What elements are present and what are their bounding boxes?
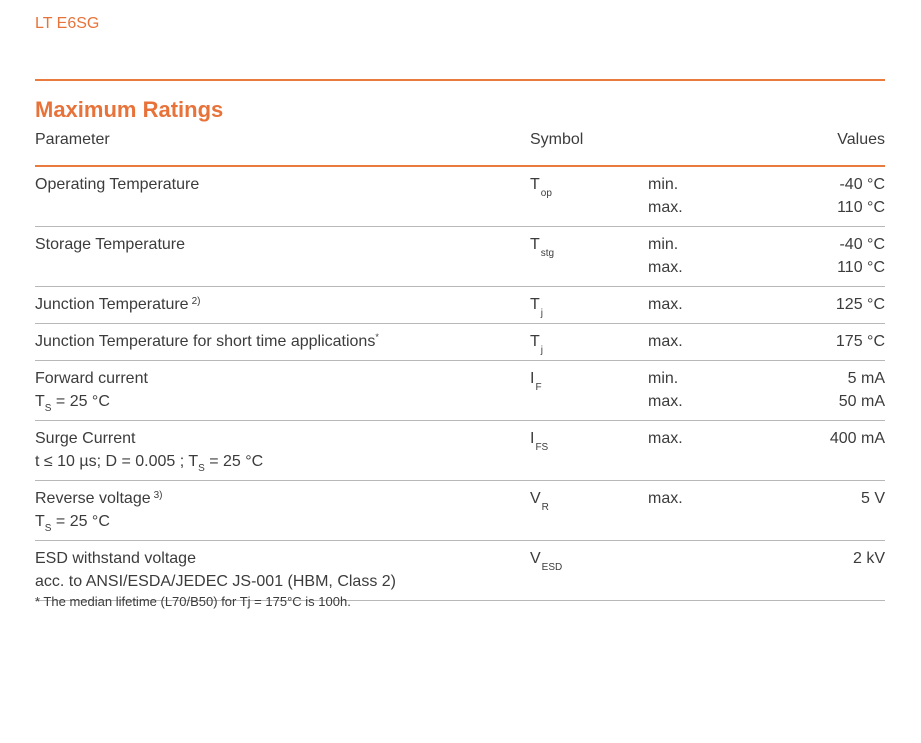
minmax-cell [648, 361, 755, 421]
symbol-cell [530, 481, 648, 541]
condition-symbol-subscript: S [198, 463, 205, 474]
symbol: I [530, 370, 535, 387]
parameter-name: Junction Temperature [35, 296, 189, 313]
condition-symbol: T [35, 393, 45, 410]
symbol-cell [530, 287, 648, 324]
condition-symbol: T [35, 513, 45, 530]
rating-value: 50 mA [838, 393, 885, 410]
parameter-line [35, 173, 530, 196]
parameter-cell [35, 166, 530, 227]
limit-label: max. [648, 333, 683, 350]
limit-label [648, 547, 755, 570]
condition-symbol-subscript: S [44, 403, 52, 414]
minmax-cell [648, 541, 755, 601]
limit-label: max. [648, 430, 683, 447]
symbol-subscript: j [540, 345, 544, 356]
column-header-values: Values [755, 129, 885, 166]
table-row [35, 361, 885, 421]
limit-label: max. [648, 199, 683, 216]
limit-label: max. [648, 490, 683, 507]
limit-label: min. [648, 176, 679, 193]
parameter-line [35, 427, 530, 450]
symbol: V [530, 490, 541, 507]
column-header-minmax [648, 129, 755, 166]
parameter-line [35, 487, 530, 510]
parameter-condition [35, 450, 530, 473]
footnote: * The median lifetime (L70/B50) for Tj = 175°C is 100h. [35, 594, 351, 609]
header-divider [35, 79, 885, 81]
rating-value: 400 mA [829, 430, 885, 447]
parameter-condition [35, 390, 530, 413]
parameter-cell [35, 421, 530, 481]
minmax-cell [648, 324, 755, 361]
parameter-footnote-mark: 2) [191, 296, 201, 307]
symbol: T [530, 296, 540, 313]
value-cell [755, 421, 885, 481]
parameter-name: Forward current [35, 370, 148, 387]
value-cell [755, 541, 885, 601]
parameter-name: Operating Temperature [35, 176, 200, 193]
limit-label: min. [648, 236, 679, 253]
limit-label: min. [648, 370, 679, 387]
column-header-symbol: Symbol [530, 129, 648, 166]
symbol: T [530, 236, 540, 253]
symbol: I [530, 430, 535, 447]
minmax-cell [648, 287, 755, 324]
symbol-subscript: FS [535, 442, 549, 453]
condition-value: = 25 °C [51, 513, 110, 530]
symbol-cell [530, 541, 648, 601]
minmax-cell [648, 481, 755, 541]
condition-symbol-subscript: S [44, 523, 52, 534]
parameter-name: ESD withstand voltage [35, 550, 196, 567]
value-cell [755, 227, 885, 287]
parameter-line [35, 367, 530, 390]
symbol-subscript: stg [540, 248, 555, 259]
parameter-name: Junction Temperature for short time applications [35, 333, 376, 350]
parameter-name: Surge Current [35, 430, 136, 447]
table-row [35, 541, 885, 601]
parameter-cell [35, 287, 530, 324]
table-row [35, 421, 885, 481]
parameter-name: Storage Temperature [35, 236, 186, 253]
parameter-cell [35, 324, 530, 361]
value-cell [755, 481, 885, 541]
condition-text: acc. to ANSI/ESDA/JEDEC JS-001 (HBM, Class 2) [35, 573, 396, 590]
table-row [35, 227, 885, 287]
maximum-ratings-table [35, 129, 885, 601]
value-cell [755, 166, 885, 227]
limit-label: max. [648, 296, 683, 313]
condition-value: = 25 °C [51, 393, 110, 410]
parameter-cell [35, 481, 530, 541]
parameter-footnote-mark: * [375, 332, 379, 342]
parameter-cell [35, 361, 530, 421]
parameter-condition [35, 570, 530, 593]
symbol-subscript: R [541, 502, 549, 513]
minmax-cell [648, 166, 755, 227]
parameter-line [35, 233, 530, 256]
condition-value: = 25 °C [204, 453, 264, 470]
rating-value: 125 °C [835, 296, 885, 313]
symbol-cell [530, 227, 648, 287]
rating-value: 5 mA [847, 370, 885, 387]
parameter-name: Reverse voltage [35, 490, 151, 507]
table-row [35, 166, 885, 227]
condition-symbol: T [188, 453, 199, 470]
rating-value: 110 °C [837, 199, 885, 216]
symbol-subscript: j [540, 308, 544, 319]
symbol-cell [530, 324, 648, 361]
rating-value: -40 °C [839, 176, 885, 193]
symbol-cell [530, 421, 648, 481]
symbol-cell [530, 166, 648, 227]
parameter-cell [35, 227, 530, 287]
symbol-subscript: ESD [541, 562, 563, 573]
parameter-cell [35, 541, 530, 601]
value-cell [755, 324, 885, 361]
rating-value: 175 °C [835, 333, 885, 350]
symbol-cell [530, 361, 648, 421]
parameter-line [35, 293, 530, 316]
column-header-parameter: Parameter [35, 129, 530, 166]
rating-value: -40 °C [839, 236, 885, 253]
symbol: T [530, 176, 540, 193]
symbol: T [530, 333, 540, 350]
product-name: LT E6SG [35, 15, 100, 32]
table-body [35, 166, 885, 601]
value-cell [755, 287, 885, 324]
parameter-line [35, 547, 530, 570]
parameter-line [35, 330, 530, 353]
symbol: V [530, 550, 541, 567]
table-row [35, 324, 885, 361]
rating-value: 110 °C [837, 259, 885, 276]
minmax-cell [648, 227, 755, 287]
parameter-footnote-mark: 3) [153, 490, 163, 501]
table-row [35, 481, 885, 541]
symbol-subscript: F [535, 382, 542, 393]
table-row [35, 287, 885, 324]
rating-value: 5 V [860, 490, 885, 507]
parameter-condition [35, 510, 530, 533]
table-header-row [35, 129, 885, 166]
section-title: Maximum Ratings [35, 97, 224, 122]
value-cell [755, 361, 885, 421]
minmax-cell [648, 421, 755, 481]
rating-value: 2 kV [852, 550, 885, 567]
symbol-subscript: op [540, 188, 552, 199]
limit-label: max. [648, 259, 683, 276]
limit-label: max. [648, 393, 683, 410]
condition-prefix: t ≤ 10 µs; D = 0.005 ; [35, 453, 189, 470]
